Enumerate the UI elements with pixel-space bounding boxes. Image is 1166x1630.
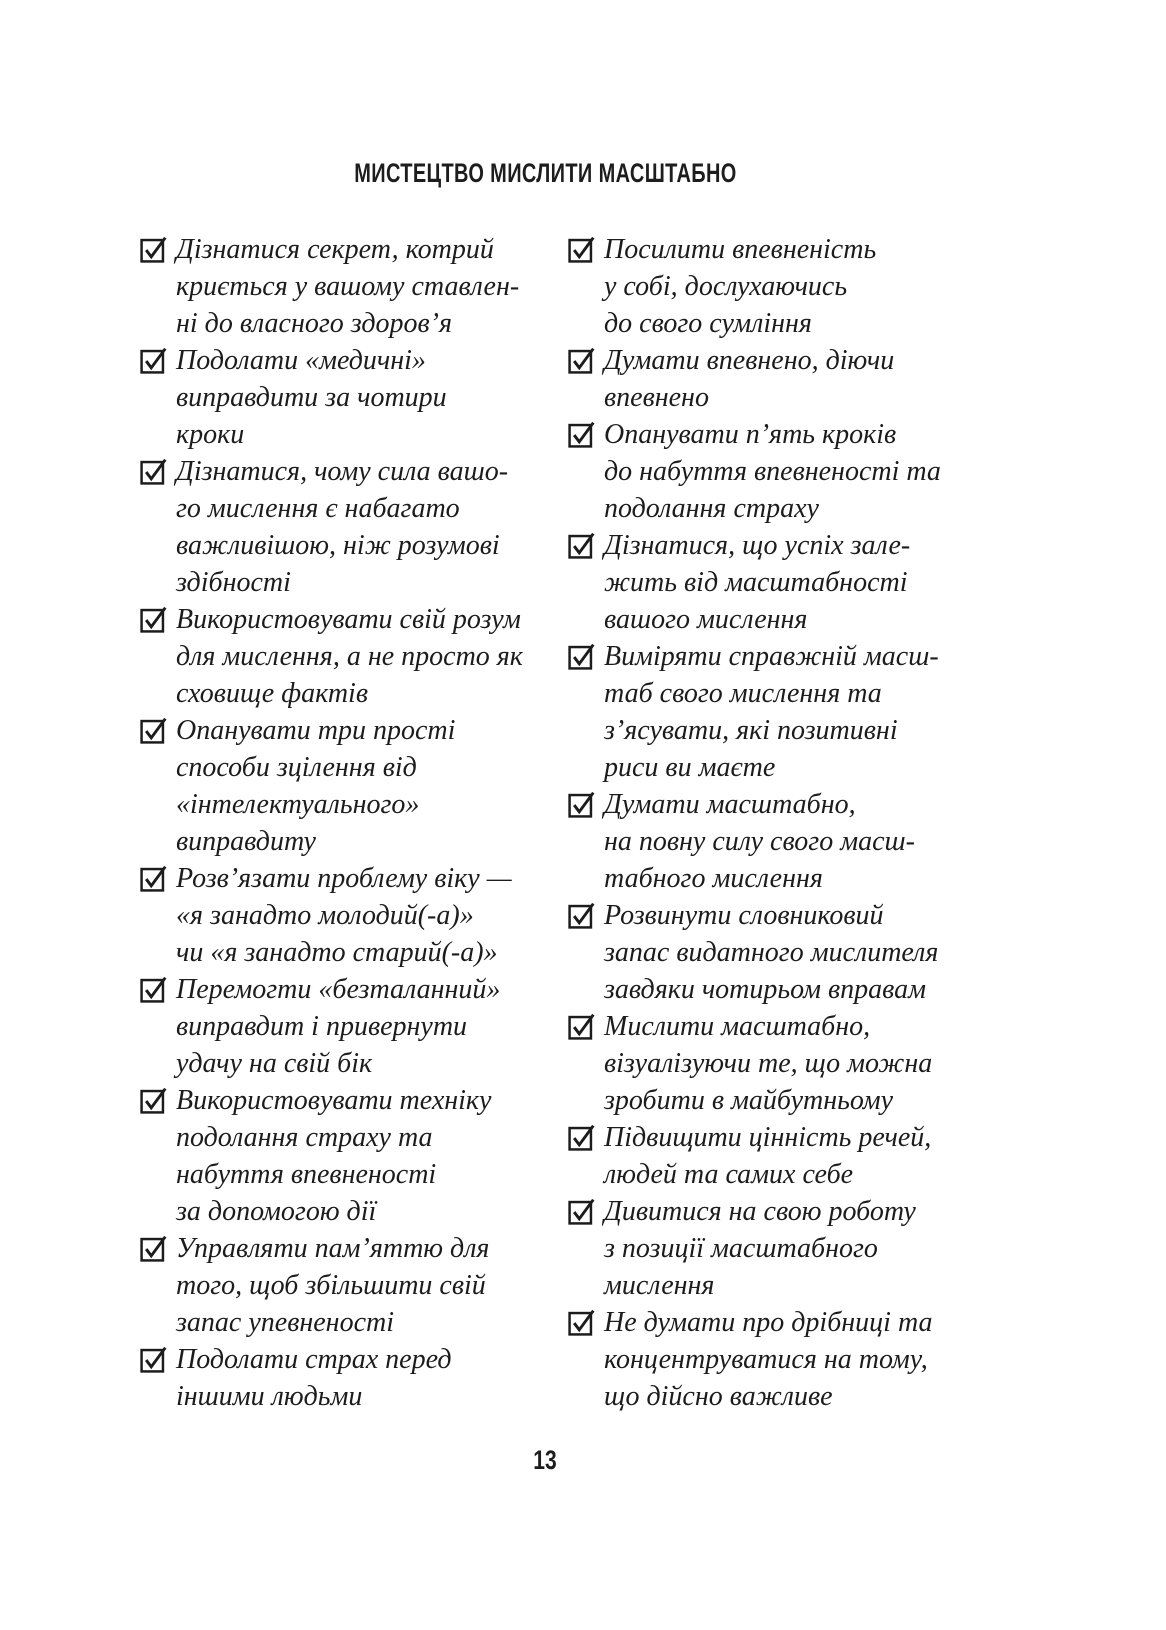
checklist-column-left <box>140 231 568 1415</box>
checklist-item <box>140 1230 568 1341</box>
checked-checkbox-icon <box>568 643 595 670</box>
checklist-item <box>568 527 950 638</box>
checklist-item <box>568 342 950 416</box>
checklist-item-text: Подолати «медичні» виправдити за чотири кроки <box>176 345 447 450</box>
checked-checkbox-icon <box>140 717 167 744</box>
checked-checkbox-icon <box>568 1309 595 1336</box>
checked-checkbox-icon <box>568 532 595 559</box>
checklist-item <box>568 1193 950 1304</box>
checklist-column-right <box>568 231 950 1415</box>
checklist-item <box>568 1304 950 1415</box>
checked-checkbox-icon <box>140 236 167 263</box>
checklist-item <box>140 1341 568 1415</box>
checklist-item-text: Перемогти «безталанний» виправдит і привернути удачу на свій бік <box>176 974 501 1079</box>
checked-checkbox-icon <box>140 976 167 1003</box>
checklist-item-text: Думати масштабно, на повну силу свого масш- табного мислення <box>604 789 915 894</box>
checked-checkbox-icon <box>140 606 167 633</box>
running-header <box>140 158 950 189</box>
checklist-item-text: Мислити масштабно, візуалізуючи те, що можна зробити в майбутньому <box>604 1011 933 1116</box>
checklist-item-text: Дізнатися, чому сила вашо- го мислення є набагато важливішою, ніж розумові здібності <box>176 456 509 598</box>
checklist-item-text: Посилити впевненість у собі, дослухаючись до свого сумління <box>604 234 877 339</box>
checked-checkbox-icon <box>568 421 595 448</box>
checklist-item-text: Не думати про дрібниці та концентруватися на тому, що дійсно важливе <box>604 1307 933 1412</box>
checklist-item-text: Дізнатися секрет, котрий криється у вашому ставлен- ні до власного здоров’я <box>176 234 520 339</box>
checklist-item <box>140 971 568 1082</box>
checklist-item-text: Опанувати п’ять кроків до набуття впевненості та подолання страху <box>604 419 941 524</box>
checklist-item-text: Розвинути словниковий запас видатного мислителя завдяки чотирьом вправам <box>604 900 939 1005</box>
checked-checkbox-icon <box>568 1013 595 1040</box>
page-title: МИСТЕЦТВО МИСЛИТИ МАСШТАБНО <box>353 158 737 188</box>
checked-checkbox-icon <box>568 1198 595 1225</box>
checklist-item <box>568 1119 950 1193</box>
checked-checkbox-icon <box>140 1235 167 1262</box>
checklist-item <box>140 601 568 712</box>
checked-checkbox-icon <box>140 458 167 485</box>
checklist-item-text: Дивитися на свою роботу з позиції масштабного мислення <box>604 1196 916 1301</box>
checklist-item-text: Опанувати три прості способи зцілення від «інтелектуального» виправдиту <box>176 715 456 857</box>
checked-checkbox-icon <box>140 1087 167 1114</box>
checked-checkbox-icon <box>140 1346 167 1373</box>
checked-checkbox-icon <box>568 902 595 929</box>
checklist-item-text: Виміряти справжній масш- таб свого мислення та з’ясувати, які позитивні риси ви маєте <box>604 641 939 783</box>
checklist-item <box>568 231 950 342</box>
checklist-item <box>140 860 568 971</box>
checklist-item <box>140 712 568 860</box>
checklist-item <box>568 1008 950 1119</box>
checklist-item-text: Подолати страх перед іншими людьми <box>176 1344 452 1412</box>
checklist-item <box>140 231 568 342</box>
checklist-item <box>140 342 568 453</box>
checklist-item-text: Розв’язати проблему віку — «я занадто молодий(-а)» чи «я занадто старий(-а)» <box>176 863 512 968</box>
checklist-item-text: Думати впевнено, діючи впевнено <box>604 345 895 413</box>
page-number-text: 13 <box>533 1445 557 1475</box>
checked-checkbox-icon <box>568 791 595 818</box>
checklist-item-text: Управляти пам’яттю для того, щоб збільшити свій запас упевненості <box>176 1233 490 1338</box>
checklist-item-text: Використовувати свій розум для мислення, а не просто як сховище фактів <box>176 604 523 709</box>
checklist-item <box>140 453 568 601</box>
checked-checkbox-icon <box>568 1124 595 1151</box>
checklist-item <box>568 897 950 1008</box>
text-block <box>140 0 950 1630</box>
checked-checkbox-icon <box>568 236 595 263</box>
checklist-columns <box>140 231 950 1415</box>
checked-checkbox-icon <box>140 865 167 892</box>
checked-checkbox-icon <box>140 347 167 374</box>
checked-checkbox-icon <box>568 347 595 374</box>
checklist-item <box>568 638 950 786</box>
checklist-item <box>568 786 950 897</box>
checklist-item <box>140 1082 568 1230</box>
checklist-item-text: Використовувати техніку подолання страху та набуття впевненості за допомогою дії <box>176 1085 492 1227</box>
page-number <box>140 1445 950 1476</box>
checklist-item <box>568 416 950 527</box>
checklist-item-text: Дізнатися, що успіх зале- жить від масштабності вашого мислення <box>604 530 911 635</box>
checklist-item-text: Підвищити цінність речей, людей та самих себе <box>604 1122 932 1190</box>
